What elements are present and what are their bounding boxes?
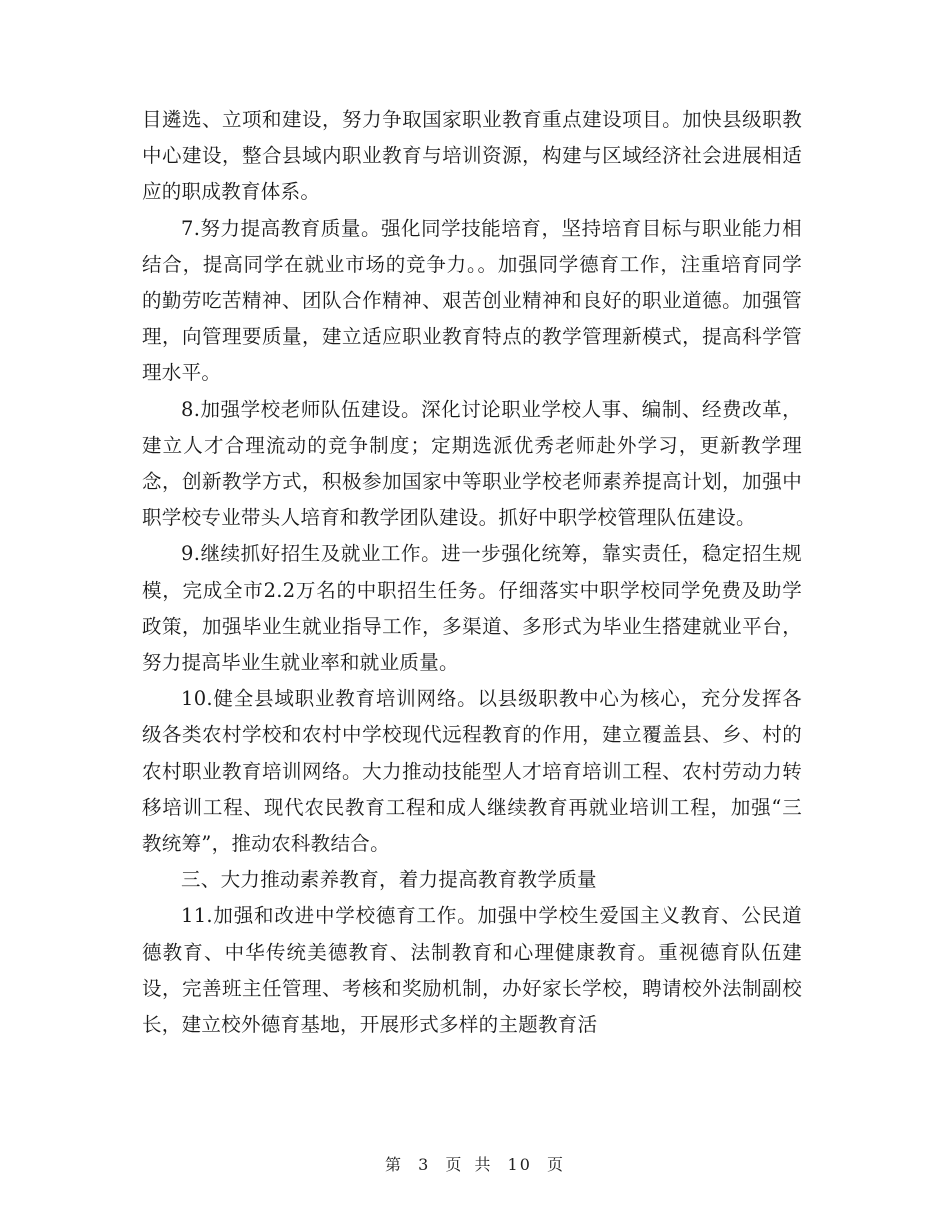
section-heading: 三、大力推动素养教育，着力提高教育教学质量 xyxy=(181,868,597,892)
paragraph-item-11: 11.加强和改进中学校德育工作。加强中学校生爱国主义教育、公民道德教育、中华传统美德教育、法制教育和心理健康教育。重视德育队伍建设，完善班主任管理、考核和奖励机制，办好家长学校，聘请校外法制副校长，建立校外德育基地，开展形式多样的主题教育活 xyxy=(142,904,802,1037)
paragraph-item-10: 10.健全县域职业教育培训网络。以县级职教中心为核心，充分发挥各级各类农村学校和农村中学校现代远程教育的作用，建立覆盖县、乡、村的农村职业教育培训网络。大力推动技能型人才培育培训工程、农村劳动力转移培训工程、现代农民教育工程和成人继续教育再就业培训工程，加强“三教统筹”，推动农科教结合。 xyxy=(142,687,802,856)
footer-total-pages: 10 xyxy=(507,1155,532,1174)
paragraph-item-8: 8.加强学校老师队伍建设。深化讨论职业学校人事、编制、经费改革，建立人才合理流动的竞争制度；定期选派优秀老师赴外学习，更新教学理念，创新教学方式，积极参加国家中等职业学校老师素养提高计划，加强中职学校专业带头人培育和教学团队建设。抓好中职学校管理队伍建设。 xyxy=(142,397,802,530)
footer-middle: 页 共 xyxy=(445,1155,493,1174)
paragraph-item-7: 7.努力提高教育质量。强化同学技能培育，坚持培育目标与职业能力相结合，提高同学在就业市场的竞争力。。加强同学德育工作，注重培育同学的勤劳吃苦精神、团队合作精神、艰苦创业精神和良好的职业道德。加强管理，向管理要质量，建立适应职业教育特点的教学管理新模式，提高科学管理水平。 xyxy=(142,216,802,385)
footer-current-page: 3 xyxy=(418,1155,431,1174)
document-body xyxy=(142,102,802,1043)
footer-prefix: 第 xyxy=(384,1155,403,1174)
paragraph-item-9: 9.继续抓好招生及就业工作。进一步强化统筹，靠实责任，稳定招生规模，完成全市2.2万名的中职招生任务。仔细落实中职学校同学免费及助学政策，加强毕业生就业指导工作，多渠道、多形式为毕业生搭建就业平台，努力提高毕业生就业率和就业质量。 xyxy=(142,542,802,675)
footer-suffix: 页 xyxy=(547,1155,566,1174)
page-footer xyxy=(0,1152,950,1175)
paragraph-continuation: 目遴选、立项和建设，努力争取国家职业教育重点建设项目。加快县级职教中心建设，整合县域内职业教育与培训资源，构建与区域经济社会进展相适应的职成教育体系。 xyxy=(142,108,802,204)
